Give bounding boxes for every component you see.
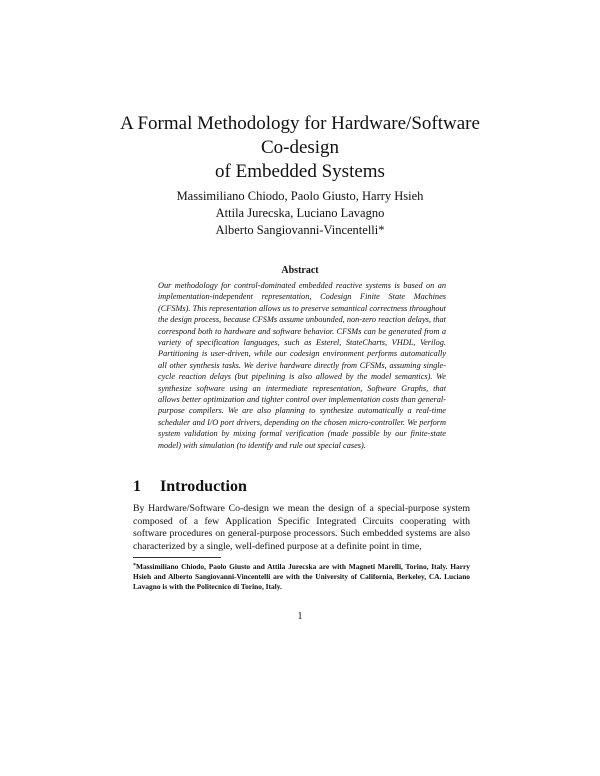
footnote-text: Massimiliano Chiodo, Paolo Giusto and Attila Jurecska are with Magneti Marelli, Torino, Italy. Harry Hsieh and Alberto Sangiovanni-Vincentelli are with the University of California, Berkeley, CA. Luciano Lavagno is with the Politecnico di Torino, Italy.	[133, 562, 470, 592]
authors-line-3: Alberto Sangiovanni-Vincentelli*	[215, 223, 385, 237]
footnote-rule	[133, 557, 221, 558]
title-line-1: A Formal Methodology for Hardware/Software	[120, 113, 480, 134]
introduction-paragraph: By Hardware/Software Co-design we mean the design of a special-purpose system composed of a few Application Specific Integrated Circuits cooperating with software procedures on general-purpose processors. Such embedded systems are also characterized by a single, well-defined purpose at a definite point in time,	[133, 503, 470, 552]
authors-line-1: Massimiliano Chiodo, Paolo Giusto, Harry Hsieh	[176, 189, 424, 203]
section-title: Introduction	[160, 478, 247, 495]
title-line-3: of Embedded Systems	[215, 161, 385, 182]
author-block	[100, 188, 500, 239]
footnote	[133, 561, 470, 593]
section-heading	[133, 478, 247, 496]
page-number: 1	[297, 611, 303, 622]
footnote-mark: *	[133, 563, 136, 569]
abstract-text: Our methodology for control-dominated embedded reactive systems is based on an implementation-independent representation, Codesign Finite State Machines (CFSMs). This representation allows us to preserve semantical correctness throughout the design process, because CFSMs assume unbounded, non-zero reaction delays, that correspond both to hardware and software behavior. CFSMs can be generated from a variety of specification languages, such as Esterel, StateCharts, VHDL, Verilog. Partitioning is user-driven, while our codesign environment performs automatically all other synthesis tasks. We derive hardware directly from CFSMs, assuming single-cycle reaction delays (but pipelining is also allowed by the model semantics). We synthesize software using an intermediate representation, Software Graphs, that allows better optimization and tighter control over implementation costs than general-purpose compilers. We are also planning to synthesize automatically a real-time scheduler and I/O port drivers, depending on the chosen micro-controller. We perform system validation by mixing formal verification (made possible by our finite-state model) with simulation (to identify and rule out special cases).	[158, 281, 446, 450]
abstract-heading: Abstract	[281, 265, 319, 276]
paper-title	[100, 112, 500, 184]
section-number: 1	[133, 478, 141, 495]
title-line-2: Co-design	[260, 137, 340, 158]
authors-line-2: Attila Jurecska, Luciano Lavagno	[215, 206, 385, 220]
